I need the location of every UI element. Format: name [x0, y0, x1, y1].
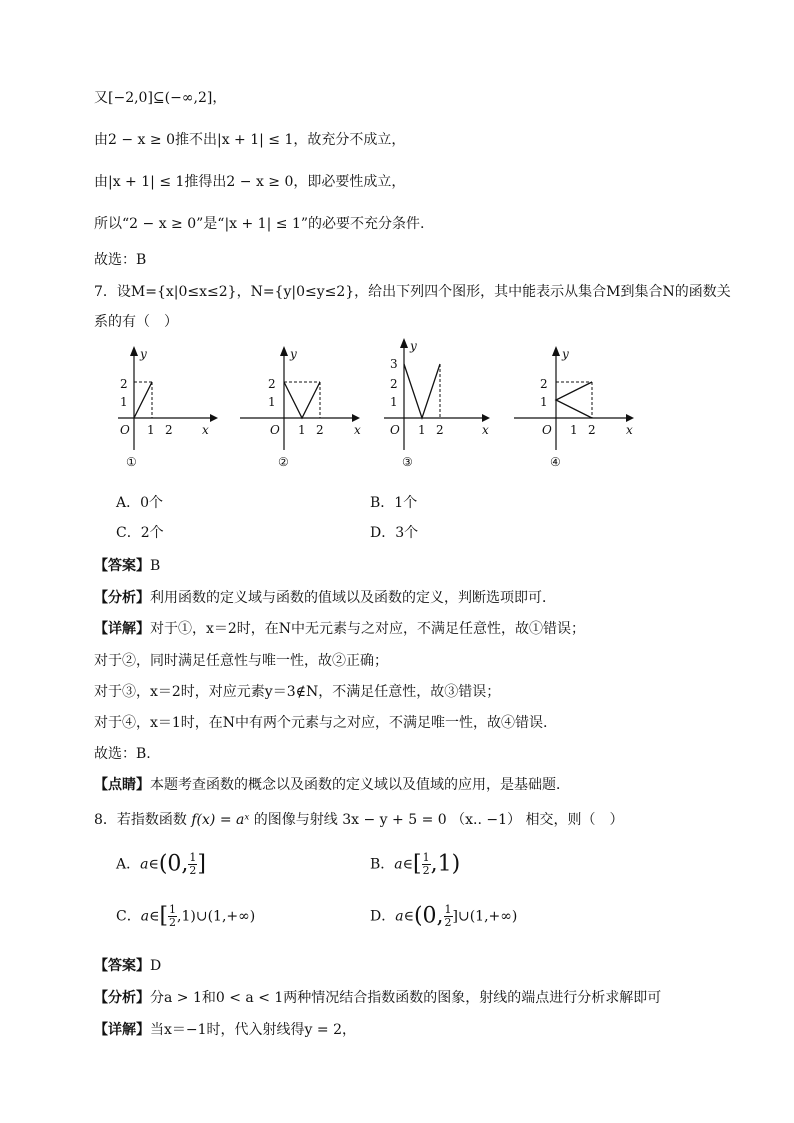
graph-1 — [118, 340, 228, 484]
q8-b-pre: a∈ — [394, 856, 414, 873]
g1-x-label: x — [202, 423, 209, 437]
g3-x-tick-1: 1 — [418, 423, 426, 437]
q7-option-b: B．1个 — [370, 495, 418, 511]
q8-a-right: ] — [197, 851, 207, 877]
q7-analysis — [94, 588, 556, 608]
q8-option-a — [116, 852, 206, 877]
g3-tick-1: 1 — [390, 395, 398, 409]
g3-number: ③ — [402, 455, 413, 469]
q7-stem-line-1: 7．设M={x|0≤x≤2}，N={y|0≤y≤2}，给出下列四个图形，其中能表示从集合M到集合N的函数关 — [94, 284, 731, 300]
frac-den: 2 — [444, 916, 452, 929]
text-line-3: 由|x + 1| ≤ 1推得出2 − x ≥ 0，即必要性成立， — [94, 174, 406, 190]
q8-stem-mid: 的图像与射线 — [253, 812, 338, 828]
g1-x-tick-2: 2 — [165, 423, 173, 437]
text-line-1: 又[−2,0]⊆(−∞,2]， — [94, 90, 227, 106]
analysis-text: 分a > 1和0 < a < 1两种情况结合指数函数的图象，射线的端点进行分析求解即可 — [150, 990, 662, 1006]
text-line-2: 由2 − x ≥ 0推不出|x + 1| ≤ 1，故充分不成立， — [94, 132, 406, 148]
g4-x-tick-2: 2 — [588, 423, 596, 437]
g4-number: ④ — [550, 455, 561, 469]
g1-number: ① — [126, 455, 137, 469]
q7-option-d: D．3个 — [370, 525, 419, 541]
g1-tick-2: 2 — [120, 377, 128, 391]
answer-tag: 【答案】 — [94, 958, 150, 974]
detail-text-1: 对于①，x＝2时，在N中无元素与之对应，不满足任意性，故①错误； — [150, 621, 586, 637]
frac-num: 1 — [189, 851, 197, 864]
g3-x-label: x — [482, 423, 489, 437]
q8-b-right: ,1) — [430, 851, 461, 877]
q8-option-c — [116, 904, 255, 929]
q8-stem-pre: 8．若指数函数 — [94, 812, 187, 828]
q8-stem-func: f(x) = aˣ — [191, 812, 250, 828]
q8-c-right: ,1)∪(1,+∞) — [177, 908, 256, 925]
g4-tick-1: 1 — [540, 395, 548, 409]
g3-y-label: y — [410, 339, 417, 353]
graph-4 — [514, 340, 644, 484]
text-line-4: 所以“2 − x ≥ 0”是“|x + 1| ≤ 1”的必要不充分条件. — [94, 216, 425, 232]
g4-y-label: y — [562, 347, 569, 361]
g2-y-label: y — [290, 347, 297, 361]
q8-stem-ray: 3x − y + 5 = 0 — [342, 812, 447, 828]
q8-d-label: D． — [370, 908, 396, 925]
q7-detail-4: 对于④，x＝1时，在N中有两个元素与之对应，不满足唯一性，故④错误. — [94, 715, 548, 731]
frac-num: 1 — [444, 903, 452, 916]
q7-detail-3: 对于③，x＝2时，对应元素y＝3∉N，不满足任意性，故③错误； — [94, 684, 501, 700]
q8-d-fraction — [444, 904, 453, 929]
detail-tag: 【详解】 — [94, 621, 150, 637]
analysis-tag: 【分析】 — [94, 990, 150, 1006]
g2-tick-2: 2 — [268, 377, 276, 391]
g3-tick-2: 2 — [390, 377, 398, 391]
q8-stem-cond: （x.. −1） — [451, 812, 521, 828]
q8-b-left: [ — [413, 851, 422, 877]
q8-c-label: C． — [116, 908, 141, 925]
q8-a-pre: a∈ — [140, 856, 159, 873]
g1-origin: O — [120, 423, 130, 437]
q8-c-left: [ — [159, 903, 169, 929]
answer-value: B — [150, 558, 161, 574]
q8-c-pre: a∈ — [140, 908, 160, 925]
q7-answer — [94, 556, 160, 576]
q8-d-left: (0, — [413, 903, 444, 929]
frac-den: 2 — [169, 916, 177, 929]
q7-conclusion: 故选：B. — [94, 746, 151, 762]
g4-tick-2: 2 — [540, 377, 548, 391]
q8-d-pre: a∈ — [395, 908, 414, 925]
q8-option-b — [370, 852, 460, 877]
g4-origin: O — [542, 423, 552, 437]
g3-tick-3: 3 — [390, 357, 398, 371]
g4-x-label: x — [626, 423, 633, 437]
g3-x-tick-2: 2 — [436, 423, 444, 437]
frac-den: 2 — [189, 864, 197, 877]
g3-origin: O — [390, 423, 400, 437]
g2-x-tick-2: 2 — [316, 423, 324, 437]
comment-text: 本题考查函数的概念以及函数的定义域以及值域的应用，是基础题． — [150, 777, 570, 793]
q8-analysis — [94, 988, 661, 1008]
g2-x-tick-1: 1 — [298, 423, 306, 437]
g2-tick-1: 1 — [268, 395, 276, 409]
answer-value: D — [150, 958, 162, 974]
q8-option-d — [370, 904, 517, 929]
q7-option-a: A．0个 — [116, 495, 164, 511]
g2-origin: O — [270, 423, 280, 437]
text-line-5: 故选：B — [94, 252, 147, 268]
q8-c-fraction — [168, 904, 177, 929]
g1-x-tick-1: 1 — [147, 423, 155, 437]
q8-stem-post: 相交，则（ ） — [525, 812, 624, 828]
q8-answer — [94, 956, 161, 976]
frac-den: 2 — [422, 864, 430, 877]
answer-tag: 【答案】 — [94, 558, 150, 574]
graph-3 — [384, 340, 504, 484]
frac-num: 1 — [422, 851, 430, 864]
q7-detail-2: 对于②，同时满足任意性与唯一性，故②正确； — [94, 653, 388, 669]
q7-comment — [94, 775, 570, 795]
detail-tag: 【详解】 — [94, 1022, 150, 1038]
q7-stem-line-2: 系的有（ ） — [94, 314, 178, 330]
q7-option-c: C．2个 — [116, 525, 164, 541]
q8-d-right: ]∪(1,+∞) — [452, 908, 518, 925]
comment-tag: 【点睛】 — [94, 777, 150, 793]
analysis-tag: 【分析】 — [94, 590, 150, 606]
q8-a-label: A． — [116, 856, 141, 873]
g4-x-tick-1: 1 — [570, 423, 578, 437]
q7-detail-1 — [94, 619, 585, 639]
q8-detail-1 — [94, 1020, 356, 1040]
g2-x-label: x — [354, 423, 361, 437]
g2-number: ② — [278, 455, 289, 469]
detail-text-1: 当x＝−1时，代入射线得y = 2， — [150, 1022, 356, 1038]
q8-a-left: (0, — [158, 851, 189, 877]
g1-tick-1: 1 — [120, 395, 128, 409]
graph-2 — [240, 340, 360, 484]
frac-num: 1 — [169, 903, 177, 916]
q8-stem — [94, 810, 623, 830]
analysis-text: 利用函数的定义域与函数的值域以及函数的定义，判断选项即可． — [150, 590, 556, 606]
q8-b-fraction — [422, 852, 431, 877]
g1-y-label: y — [140, 347, 147, 361]
q8-b-label: B． — [370, 856, 395, 873]
